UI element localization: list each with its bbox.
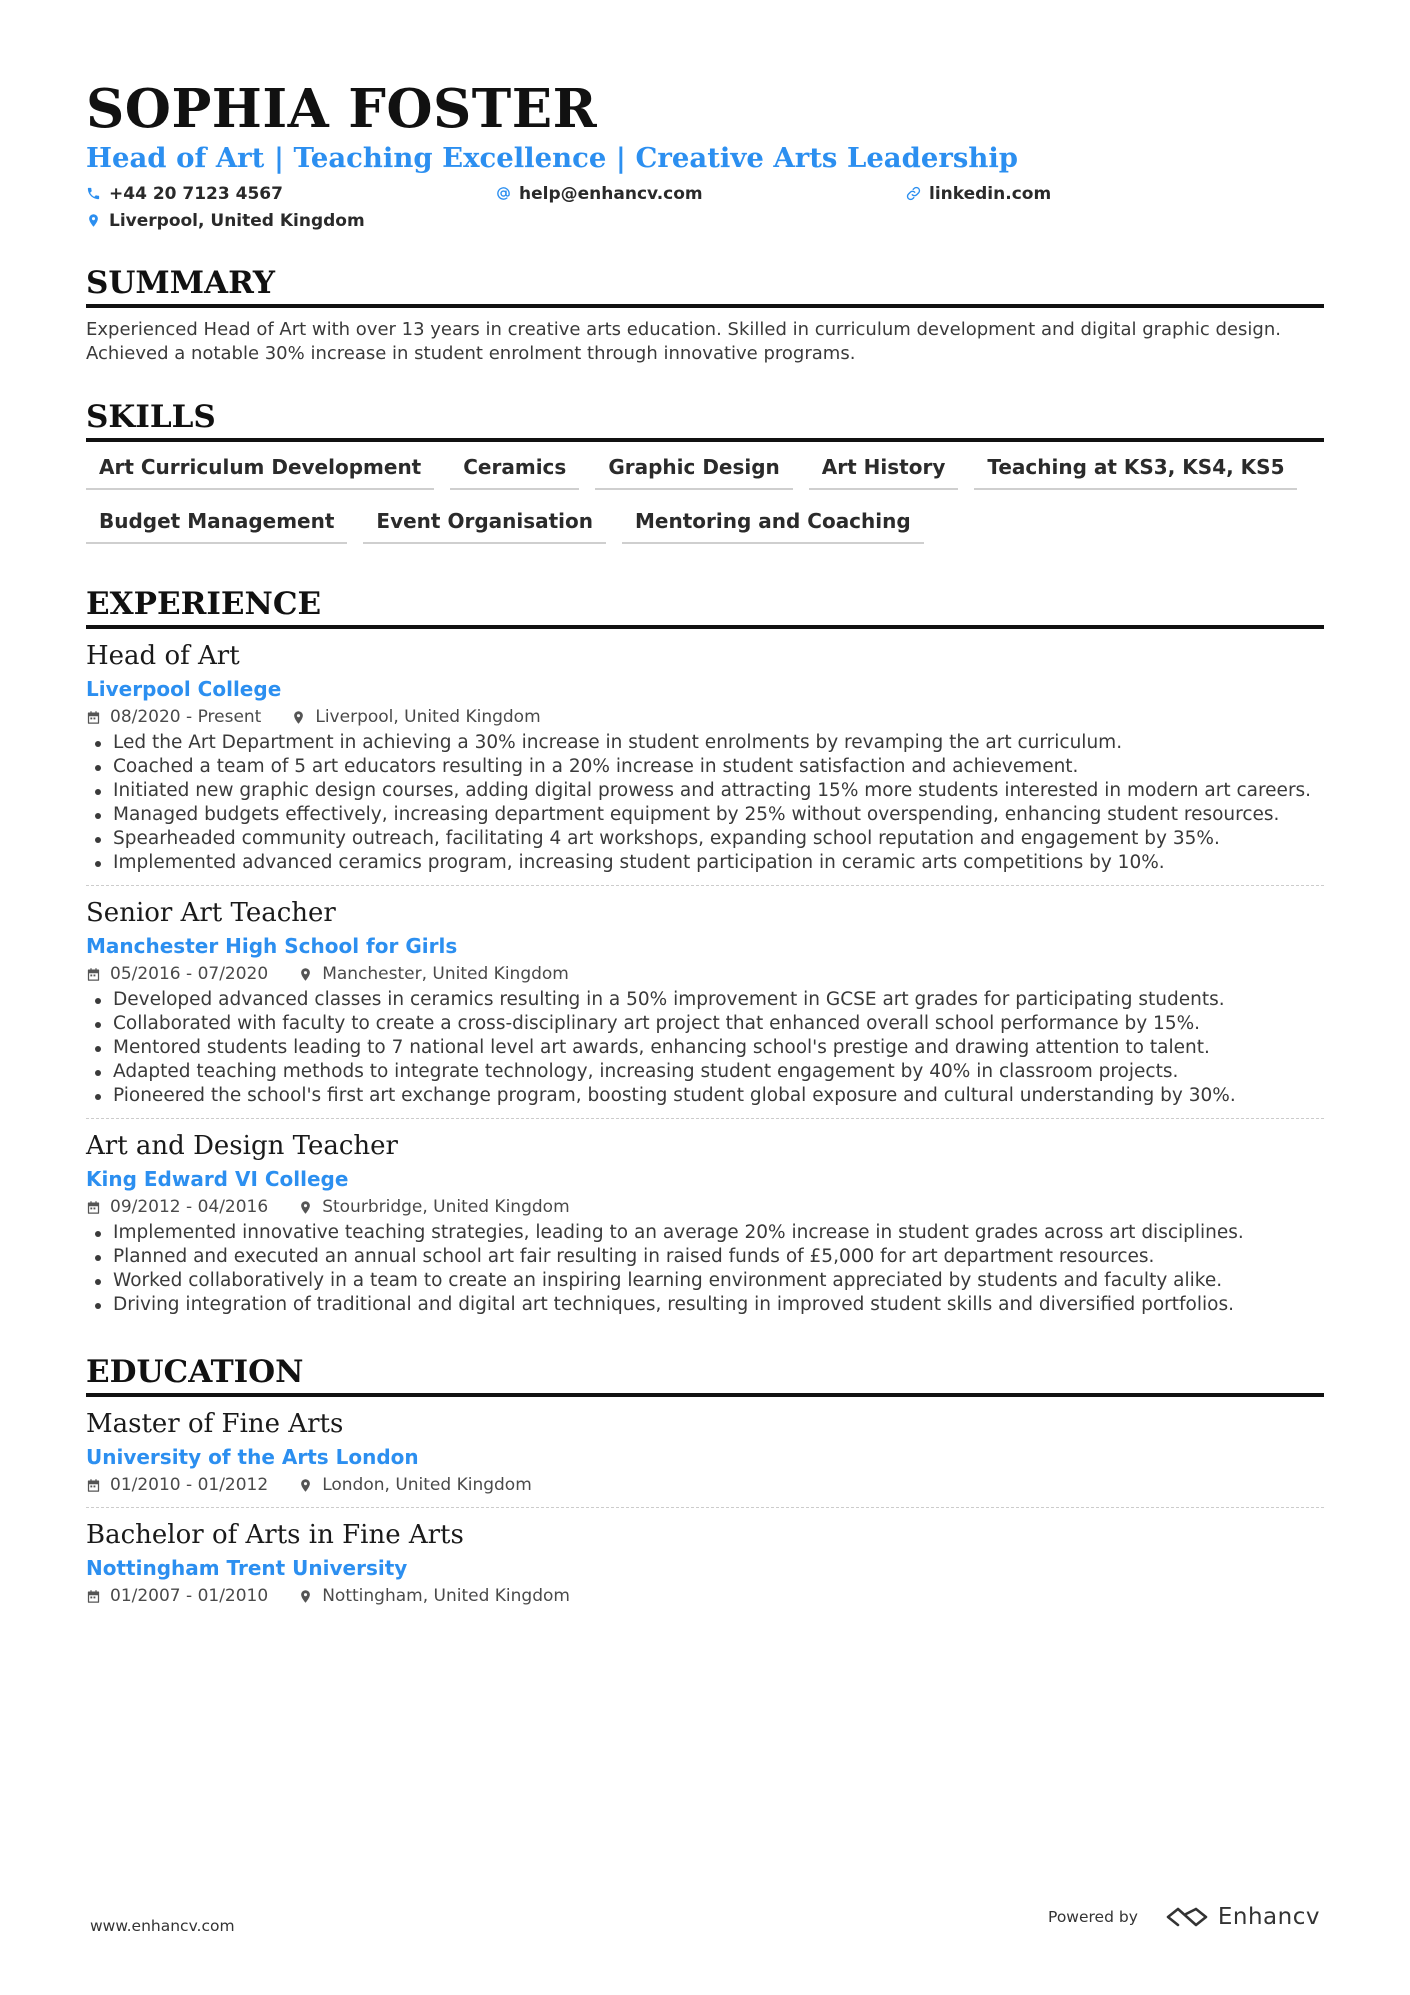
bullet-item: Led the Art Department in achieving a 30% increase in student enrolments by revamping the art curriculum.: [86, 731, 1324, 755]
bullet-item: Driving integration of traditional and digital art techniques, resulting in improved student skills and diversified portfolios.: [86, 1293, 1324, 1317]
job-dates: 05/2016 - 07/2020: [110, 964, 269, 984]
education-dates: 01/2010 - 01/2012: [110, 1475, 269, 1495]
calendar-icon: [86, 1589, 101, 1604]
job-title: Head of Art: [86, 641, 240, 671]
bullet-item: Worked collaboratively in a team to create an inspiring learning environment appreciated by students and faculty alike.: [86, 1269, 1324, 1293]
footer-website[interactable]: www.enhancv.com: [90, 1917, 235, 1935]
job-title: Art and Design Teacher: [86, 1131, 398, 1161]
job-location-text: Liverpool, United Kingdom: [315, 707, 541, 727]
experience-section: [86, 585, 1324, 1317]
email-text: help@enhancv.com: [519, 183, 703, 204]
bullet-item: Coached a team of 5 art educators resulting in a 20% increase in student satisfaction and achievement.: [86, 755, 1324, 779]
contact-location: [86, 207, 496, 234]
contact-phone: [86, 180, 496, 207]
education-location-text: London, United Kingdom: [322, 1475, 532, 1495]
job-bullets: [86, 988, 1324, 1108]
degree-title: Bachelor of Arts in Fine Arts: [86, 1520, 464, 1550]
location-text: Liverpool, United Kingdom: [109, 210, 365, 231]
enhancv-logo-icon: [1164, 1904, 1210, 1930]
phone-text: +44 20 7123 4567: [109, 183, 283, 204]
contact-linkedin[interactable]: [906, 180, 1206, 207]
skill-tag: Event Organisation: [363, 509, 606, 544]
header: [86, 78, 1324, 234]
company-name: Manchester High School for Girls: [86, 934, 458, 958]
section-title: EDUCATION: [86, 1353, 1324, 1397]
education-entry: [86, 1397, 1324, 1497]
bullet-item: Spearheaded community outreach, facilitating 4 art workshops, expanding school reputation and engagement by 35%.: [86, 827, 1324, 851]
bullet-item: Planned and executed an annual school art fair resulting in raised funds of £5,000 for art department resources.: [86, 1245, 1324, 1269]
education-dates: 01/2007 - 01/2010: [110, 1586, 269, 1606]
bullet-item: Managed budgets effectively, increasing department equipment by 25% without overspending, enhancing student resources.: [86, 803, 1324, 827]
calendar-icon: [86, 710, 101, 725]
section-title: SKILLS: [86, 398, 1324, 442]
skill-tag: Mentoring and Coaching: [622, 509, 924, 544]
summary-section: [86, 264, 1324, 366]
bullet-item: Collaborated with faculty to create a cross-disciplinary art project that enhanced overall school performance by 15%.: [86, 1012, 1324, 1036]
calendar-icon: [86, 967, 101, 982]
location-pin-icon: [291, 710, 306, 725]
job-location-text: Manchester, United Kingdom: [322, 964, 569, 984]
bullet-item: Initiated new graphic design courses, adding digital prowess and attracting 15% more students interested in modern art careers.: [86, 779, 1324, 803]
bullet-item: Pioneered the school's first art exchange program, boosting student global exposure and cultural understanding by 30%.: [86, 1084, 1324, 1108]
at-icon: [496, 186, 511, 201]
headline: Head of Art | Teaching Excellence | Creative Arts Leadership: [86, 142, 1018, 174]
job-bullets: [86, 731, 1324, 875]
job-meta: [86, 1195, 1324, 1219]
summary-text: Experienced Head of Art with over 13 years in creative arts education. Skilled in curriculum development and digital graphic design. Achieved a notable 30% increase in student enrolment through innovative programs.: [86, 319, 1281, 364]
school-name: University of the Arts London: [86, 1445, 419, 1469]
education-entry: [86, 1507, 1324, 1608]
footer-branding: [1048, 1904, 1320, 1930]
job-meta: [86, 705, 1324, 729]
contact-info: [86, 180, 1324, 234]
skill-tag: Graphic Design: [595, 455, 792, 490]
candidate-name: SOPHIA FOSTER: [86, 78, 598, 140]
skill-tag: Art History: [809, 455, 959, 490]
location-pin-icon: [86, 213, 101, 228]
skill-tag: Art Curriculum Development: [86, 455, 434, 490]
company-name: King Edward VI College: [86, 1167, 349, 1191]
education-meta: [86, 1584, 1324, 1608]
education-location-text: Nottingham, United Kingdom: [322, 1586, 570, 1606]
job-dates: 09/2012 - 04/2016: [110, 1197, 269, 1217]
job-location: [291, 705, 540, 729]
bullet-item: Implemented innovative teaching strategies, leading to an average 20% increase in student grades across art disciplines.: [86, 1221, 1324, 1245]
calendar-icon: [86, 1200, 101, 1215]
enhancv-logo[interactable]: [1164, 1904, 1320, 1930]
job-title: Senior Art Teacher: [86, 898, 336, 928]
degree-title: Master of Fine Arts: [86, 1409, 344, 1439]
bullet-item: Developed advanced classes in ceramics resulting in a 50% improvement in GCSE art grades for participating students.: [86, 988, 1324, 1012]
brand-name: Enhancv: [1217, 1904, 1320, 1930]
school-name: Nottingham Trent University: [86, 1556, 408, 1580]
education-meta: [86, 1473, 1324, 1497]
education-location: [298, 1473, 532, 1497]
bullet-item: Implemented advanced ceramics program, increasing student participation in ceramic arts competitions by 10%.: [86, 851, 1324, 875]
education-section: [86, 1353, 1324, 1608]
experience-entry: [86, 1118, 1324, 1317]
job-location-text: Stourbridge, United Kingdom: [322, 1197, 570, 1217]
location-pin-icon: [298, 1478, 313, 1493]
skill-tag: Budget Management: [86, 509, 347, 544]
job-location: [298, 962, 569, 986]
contact-email[interactable]: [496, 180, 906, 207]
phone-icon: [86, 186, 101, 201]
location-pin-icon: [298, 1200, 313, 1215]
linkedin-text: linkedin.com: [929, 183, 1052, 204]
experience-entry: [86, 629, 1324, 875]
location-pin-icon: [298, 967, 313, 982]
bullet-item: Mentored students leading to 7 national level art awards, enhancing school's prestige and drawing attention to talent.: [86, 1036, 1324, 1060]
job-meta: [86, 962, 1324, 986]
location-pin-icon: [298, 1589, 313, 1604]
section-title: SUMMARY: [86, 264, 1324, 308]
skills-list: [86, 455, 1324, 563]
skill-tag: Ceramics: [450, 455, 579, 490]
job-dates: 08/2020 - Present: [110, 707, 262, 727]
bullet-item: Adapted teaching methods to integrate technology, increasing student engagement by 40% in classroom projects.: [86, 1060, 1324, 1084]
company-name: Liverpool College: [86, 677, 282, 701]
calendar-icon: [86, 1478, 101, 1493]
powered-by-label: Powered by: [1048, 1908, 1138, 1926]
section-title: EXPERIENCE: [86, 585, 1324, 629]
job-location: [298, 1195, 569, 1219]
experience-entry: [86, 885, 1324, 1108]
job-bullets: [86, 1221, 1324, 1317]
skill-tag: Teaching at KS3, KS4, KS5: [974, 455, 1297, 490]
link-icon: [906, 186, 921, 201]
education-location: [298, 1584, 570, 1608]
skills-section: [86, 398, 1324, 563]
